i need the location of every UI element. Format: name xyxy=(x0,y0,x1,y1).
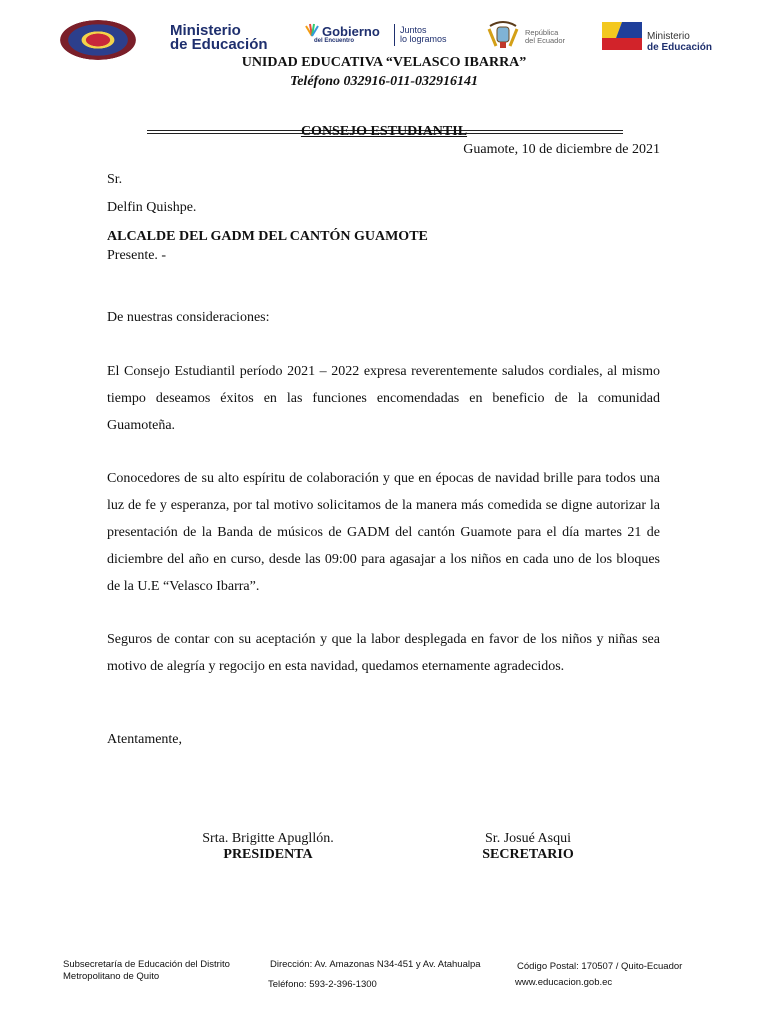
signature-presidenta xyxy=(168,831,368,863)
logo-text-line: Ministerio xyxy=(170,22,241,39)
ministerio-educacion-logo-2 xyxy=(647,31,717,53)
footer-subsecretaria xyxy=(63,959,230,983)
header-logos xyxy=(0,0,768,60)
recipient-position: ALCALDE DEL GADM DEL CANTÓN GUAMOTE xyxy=(107,229,428,244)
signature-role: PRESIDENTA xyxy=(223,847,313,862)
footer-web: www.educacion.gob.ec xyxy=(515,977,613,988)
republica-line: del Ecuador xyxy=(525,36,566,45)
logo-text-line: Ministerio xyxy=(647,31,690,42)
signature-name: Srta. Brigitte Apugllón. xyxy=(202,831,334,846)
paragraph-2: Conocedores de su alto espíritu de colaboración y que en épocas de navidad brille para todos una luz de fe y esperanza, por tal motivo solicitamos de la manera más comedida se digne autorizar la presentación de la Banda de músicos de GADM del cantón Guamote para el día martes 21 de diciembre del año en curso, desde las 09:00 para agasajar a los niños en cada uno de los bloques de la U.E “Velasco Ibarra”. xyxy=(107,471,660,594)
greeting: De nuestras consideraciones: xyxy=(107,310,270,325)
paragraph-3: Seguros de contar con su aceptación y que la labor desplegada en favor de los niños y niñas sea motivo de alegría y regocijo en esta navidad, quedamos eternamente agradecidos. xyxy=(107,632,660,674)
salutation-title: Sr. xyxy=(107,172,123,187)
school-phone: Teléfono 032916-011-032916141 xyxy=(289,74,479,89)
footer-codigo-postal: Código Postal: 170507 / Quito-Ecuador xyxy=(517,961,683,972)
ecuador-flag-mark-icon xyxy=(602,20,644,52)
signature-role: SECRETARIO xyxy=(482,847,574,862)
logo-text-line: de Educación xyxy=(647,42,713,53)
signature-name: Sr. Josué Asqui xyxy=(485,831,571,846)
footer-line: Metropolitano de Quito xyxy=(63,971,160,982)
gobierno-logo-title: Gobierno xyxy=(322,24,380,39)
paragraph-1: El Consejo Estudiantil período 2021 – 2022 expresa reverentemente saludos cordiales, al mismo tiempo deseamos éxitos en las funciones encomendadas en beneficio de la comunidad Guamoteña. xyxy=(107,364,660,433)
school-seal-logo xyxy=(60,20,136,60)
closing: Atentamente, xyxy=(107,732,183,747)
footer-telefono: Teléfono: 593-2-396-1300 xyxy=(268,979,377,990)
logo-text-line: de Educación xyxy=(170,36,268,53)
gobierno-slogan xyxy=(400,26,470,44)
school-name: UNIDAD EDUCATIVA “VELASCO IBARRA” xyxy=(241,55,527,70)
gobierno-rays-icon xyxy=(304,22,320,38)
ecuador-coat-of-arms-icon xyxy=(486,20,520,50)
slogan-line: lo logramos xyxy=(400,34,447,44)
republica-ecuador-text xyxy=(525,29,575,45)
republica-line: República xyxy=(525,28,559,37)
footer-direccion: Dirección: Av. Amazonas N34-451 y Av. Atahualpa xyxy=(270,959,481,970)
presente-line: Presente. - xyxy=(107,248,167,263)
logo-divider xyxy=(394,24,395,46)
place-date: Guamote, 10 de diciembre de 2021 xyxy=(463,142,660,157)
gobierno-logo-subtitle: del Encuentro xyxy=(314,38,355,44)
recipient-name: Delfin Quishpe. xyxy=(107,200,197,215)
signature-secretario xyxy=(438,831,618,863)
council-title: CONSEJO ESTUDIANTIL xyxy=(300,124,468,139)
ministerio-educacion-logo-1 xyxy=(170,24,268,52)
slogan-line: Juntos xyxy=(400,25,427,35)
footer-line: Subsecretaría de Educación del Distrito xyxy=(63,959,230,970)
